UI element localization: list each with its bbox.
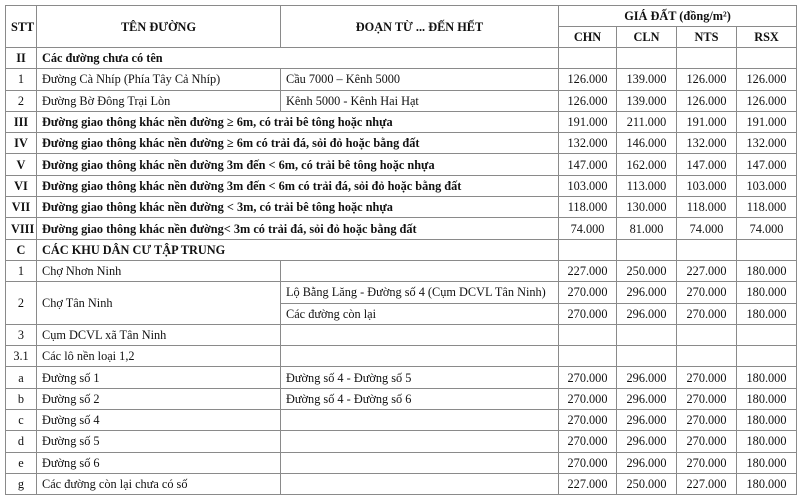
header-stt: STT (6, 6, 37, 48)
row-chn: 270.000 (559, 431, 617, 452)
table-row (6, 282, 797, 303)
row-cln: 139.000 (617, 90, 677, 111)
row-name: Đường Cà Nhíp (Phía Tây Cả Nhíp) (37, 69, 281, 90)
row-name: Đường giao thông khác nền đường ≥ 6m, có trải bê tông hoặc nhựa (37, 111, 559, 132)
row-chn: 227.000 (559, 473, 617, 494)
row-chn: 270.000 (559, 388, 617, 409)
row-cln: 296.000 (617, 282, 677, 303)
table-row (6, 260, 797, 281)
row-chn: 126.000 (559, 90, 617, 111)
row-name: CÁC KHU DÂN CƯ TẬP TRUNG (37, 239, 559, 260)
row-nts: 147.000 (677, 154, 737, 175)
row-name: Đường số 1 (37, 367, 281, 388)
row-stt: VI (6, 175, 37, 196)
row-nts: 270.000 (677, 452, 737, 473)
row-rsx: 180.000 (737, 282, 797, 303)
row-name: Đường giao thông khác nền đường < 3m, có trải bê tông hoặc nhựa (37, 197, 559, 218)
row-stt: d (6, 431, 37, 452)
header-ten-duong: TÊN ĐƯỜNG (37, 6, 281, 48)
row-name: Đường số 5 (37, 431, 281, 452)
row-name: Đường số 2 (37, 388, 281, 409)
row-cln: 146.000 (617, 133, 677, 154)
table-row (6, 452, 797, 473)
row-rsx: 126.000 (737, 69, 797, 90)
row-nts: 126.000 (677, 69, 737, 90)
table-row (6, 69, 797, 90)
row-cln: 81.000 (617, 218, 677, 239)
row-stt: VIII (6, 218, 37, 239)
table-row-road-type (6, 197, 797, 218)
row-nts: 270.000 (677, 282, 737, 303)
row-rsx: 180.000 (737, 367, 797, 388)
row-cln: 296.000 (617, 388, 677, 409)
row-cln (617, 48, 677, 69)
row-cln: 296.000 (617, 410, 677, 431)
row-name: Các đường chưa có tên (37, 48, 559, 69)
row-rsx (737, 239, 797, 260)
row-rsx (737, 324, 797, 345)
row-name: Các lô nền loại 1,2 (37, 346, 281, 367)
row-chn (559, 239, 617, 260)
table-row (6, 410, 797, 431)
row-stt: 3 (6, 324, 37, 345)
row-cln: 139.000 (617, 69, 677, 90)
row-chn (559, 346, 617, 367)
row-segment (281, 410, 559, 431)
row-chn: 118.000 (559, 197, 617, 218)
table-row (6, 473, 797, 494)
table-row (6, 324, 797, 345)
row-rsx: 180.000 (737, 473, 797, 494)
row-stt: III (6, 111, 37, 132)
row-name: Đường Bờ Đông Trại Lòn (37, 90, 281, 111)
row-stt: C (6, 239, 37, 260)
row-stt: V (6, 154, 37, 175)
row-stt: IV (6, 133, 37, 154)
table-row (6, 367, 797, 388)
row-cln: 296.000 (617, 431, 677, 452)
row-cln: 162.000 (617, 154, 677, 175)
row-cln: 113.000 (617, 175, 677, 196)
row-stt: VII (6, 197, 37, 218)
table-row-road-type (6, 111, 797, 132)
row-nts: 270.000 (677, 431, 737, 452)
row-segment: Kênh 5000 - Kênh Hai Hạt (281, 90, 559, 111)
row-nts: 103.000 (677, 175, 737, 196)
row-stt: 2 (6, 282, 37, 325)
row-name: Chợ Tân Ninh (37, 282, 281, 325)
row-stt: c (6, 410, 37, 431)
row-rsx: 180.000 (737, 431, 797, 452)
table-row (6, 388, 797, 409)
row-rsx: 103.000 (737, 175, 797, 196)
row-rsx: 180.000 (737, 303, 797, 324)
row-cln: 296.000 (617, 367, 677, 388)
row-stt: b (6, 388, 37, 409)
row-name: Đường số 4 (37, 410, 281, 431)
row-nts: 227.000 (677, 473, 737, 494)
table-row-section (6, 48, 797, 69)
row-segment: Các đường còn lại (281, 303, 559, 324)
row-cln (617, 239, 677, 260)
row-cln: 211.000 (617, 111, 677, 132)
row-nts: 270.000 (677, 367, 737, 388)
row-segment: Cầu 7000 – Kênh 5000 (281, 69, 559, 90)
row-chn: 132.000 (559, 133, 617, 154)
row-chn: 147.000 (559, 154, 617, 175)
table-row-section (6, 239, 797, 260)
row-nts (677, 346, 737, 367)
row-rsx: 132.000 (737, 133, 797, 154)
header-cln: CLN (617, 27, 677, 48)
row-name: Đường số 6 (37, 452, 281, 473)
row-name: Đường giao thông khác nền đường ≥ 6m có trải đá, sỏi đỏ hoặc bằng đất (37, 133, 559, 154)
header-doan-tu: ĐOẠN TỪ ... ĐẾN HẾT (281, 6, 559, 48)
row-rsx: 147.000 (737, 154, 797, 175)
table-row (6, 431, 797, 452)
table-row-road-type (6, 218, 797, 239)
row-segment: Đường số 4 - Đường số 5 (281, 367, 559, 388)
table-row-road-type (6, 175, 797, 196)
row-chn: 270.000 (559, 367, 617, 388)
row-rsx: 74.000 (737, 218, 797, 239)
row-nts: 132.000 (677, 133, 737, 154)
row-rsx: 191.000 (737, 111, 797, 132)
row-segment: Lộ Bằng Lăng - Đường số 4 (Cụm DCVL Tân Ninh) (281, 282, 559, 303)
row-rsx (737, 48, 797, 69)
row-chn (559, 324, 617, 345)
row-segment (281, 431, 559, 452)
header-nts: NTS (677, 27, 737, 48)
row-rsx (737, 346, 797, 367)
row-stt: 2 (6, 90, 37, 111)
header-chn: CHN (559, 27, 617, 48)
row-cln: 296.000 (617, 452, 677, 473)
row-chn: 74.000 (559, 218, 617, 239)
row-segment (281, 452, 559, 473)
row-name: Cụm DCVL xã Tân Ninh (37, 324, 281, 345)
row-cln (617, 346, 677, 367)
row-nts: 191.000 (677, 111, 737, 132)
row-chn: 126.000 (559, 69, 617, 90)
row-cln: 296.000 (617, 303, 677, 324)
row-name: Đường giao thông khác nền đường 3m đến < 6m, có trải bê tông hoặc nhựa (37, 154, 559, 175)
row-rsx: 180.000 (737, 410, 797, 431)
row-stt: 1 (6, 69, 37, 90)
row-segment (281, 473, 559, 494)
row-nts: 270.000 (677, 388, 737, 409)
row-segment (281, 346, 559, 367)
row-nts (677, 324, 737, 345)
row-rsx: 180.000 (737, 260, 797, 281)
row-stt: 3.1 (6, 346, 37, 367)
row-nts: 118.000 (677, 197, 737, 218)
row-nts: 270.000 (677, 303, 737, 324)
row-cln: 250.000 (617, 473, 677, 494)
row-chn: 191.000 (559, 111, 617, 132)
table-row-road-type (6, 133, 797, 154)
row-segment (281, 324, 559, 345)
header-gia-dat: GIÁ ĐẤT (đồng/m²) (559, 6, 797, 27)
row-stt: II (6, 48, 37, 69)
row-cln: 130.000 (617, 197, 677, 218)
row-chn: 270.000 (559, 410, 617, 431)
row-chn: 270.000 (559, 303, 617, 324)
header-rsx: RSX (737, 27, 797, 48)
row-nts (677, 239, 737, 260)
row-stt: e (6, 452, 37, 473)
row-name: Đường giao thông khác nền đường 3m đến < 6m có trải đá, sỏi đỏ hoặc bằng đất (37, 175, 559, 196)
row-rsx: 126.000 (737, 90, 797, 111)
row-rsx: 180.000 (737, 388, 797, 409)
row-name: Đường giao thông khác nền đường< 3m có trải đá, sỏi đỏ hoặc bằng đất (37, 218, 559, 239)
row-stt: 1 (6, 260, 37, 281)
row-cln (617, 324, 677, 345)
table-row (6, 90, 797, 111)
row-nts (677, 48, 737, 69)
row-name: Chợ Nhơn Ninh (37, 260, 281, 281)
row-nts: 227.000 (677, 260, 737, 281)
row-chn: 270.000 (559, 282, 617, 303)
row-segment: Đường số 4 - Đường số 6 (281, 388, 559, 409)
row-segment (281, 260, 559, 281)
row-nts: 126.000 (677, 90, 737, 111)
row-stt: a (6, 367, 37, 388)
row-rsx: 118.000 (737, 197, 797, 218)
row-cln: 250.000 (617, 260, 677, 281)
row-chn (559, 48, 617, 69)
table-row (6, 346, 797, 367)
row-rsx: 180.000 (737, 452, 797, 473)
row-nts: 270.000 (677, 410, 737, 431)
row-stt: g (6, 473, 37, 494)
row-name: Các đường còn lại chưa có số (37, 473, 281, 494)
row-chn: 227.000 (559, 260, 617, 281)
row-chn: 103.000 (559, 175, 617, 196)
row-nts: 74.000 (677, 218, 737, 239)
table-row-road-type (6, 154, 797, 175)
land-price-table (5, 5, 797, 495)
row-chn: 270.000 (559, 452, 617, 473)
